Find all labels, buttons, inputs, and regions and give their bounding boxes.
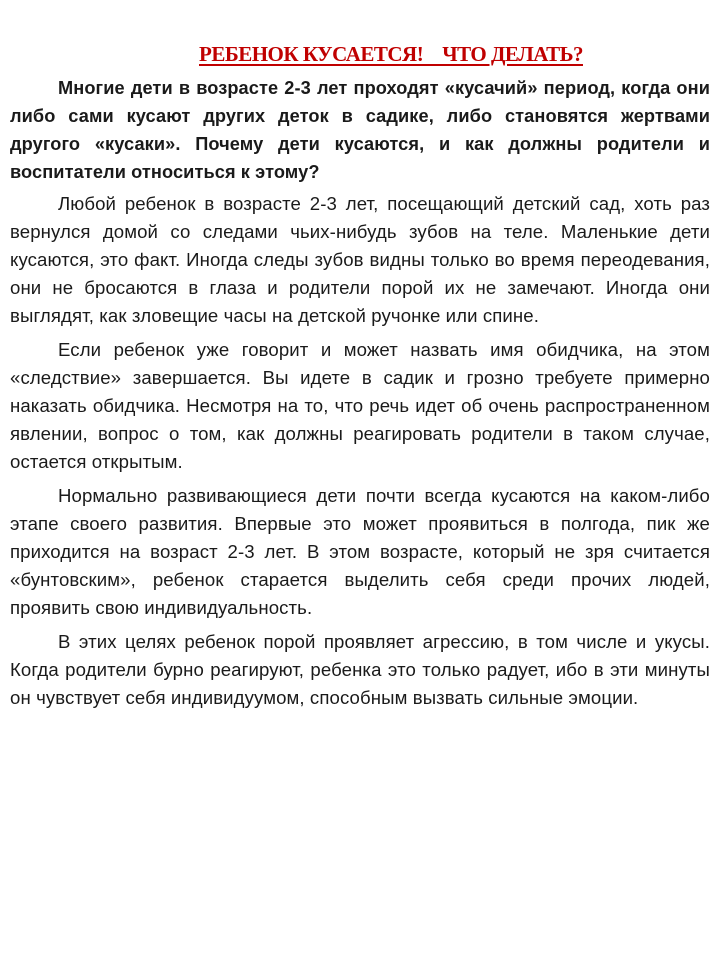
intro-paragraph: Многие дети в возрасте 2-3 лет проходят «кусачий» период, когда они либо сами кусают других деток в садике, либо становятся жертвами другого «кусаки». Почему дети кусаются, и как должны родители и воспитатели относиться к этому? [10, 78, 710, 182]
document-page [10, 40, 710, 718]
body-paragraph: Если ребенок уже говорит и может назвать имя обидчика, на этом «следствие» завершается. Вы идете в садик и грозно требуете примерно наказать обидчика. Несмотря на то, что речь идет об очень распространенном явлении, вопрос о том, как должны реагировать родители в таком случае, остается открытым. [10, 339, 710, 472]
body-paragraph: Нормально развивающиеся дети почти всегда кусаются на каком-либо этапе своего развития. Впервые это может проявиться в полгода, пик же приходится на возраст 2-3 лет. В этом возрасте, который не зря считается «бунтовским», ребенок старается выделить себя среди прочих людей, проявить свою индивидуальность. [10, 485, 710, 618]
body-paragraph: Любой ребенок в возрасте 2-3 лет, посещающий детский сад, хоть раз вернулся домой со следами чьих-нибудь зубов на теле. Маленькие дети кусаются, это факт. Иногда следы зубов видны только во время переодевания, они не бросаются в глаза и родители порой их не замечают. Иногда они выглядят, как зловещие часы на детской ручонке или спине. [10, 193, 710, 326]
body-paragraph: В этих целях ребенок порой проявляет агрессию, в том числе и укусы. Когда родители бурно реагируют, ребенка это только радует, ибо в эти минуты он чувствует себя индивидуумом, способным вызвать сильные эмоции. [10, 631, 710, 708]
document-title: РЕБЕНОК КУСАЕТСЯ! ЧТО ДЕЛАТЬ? [199, 42, 583, 66]
